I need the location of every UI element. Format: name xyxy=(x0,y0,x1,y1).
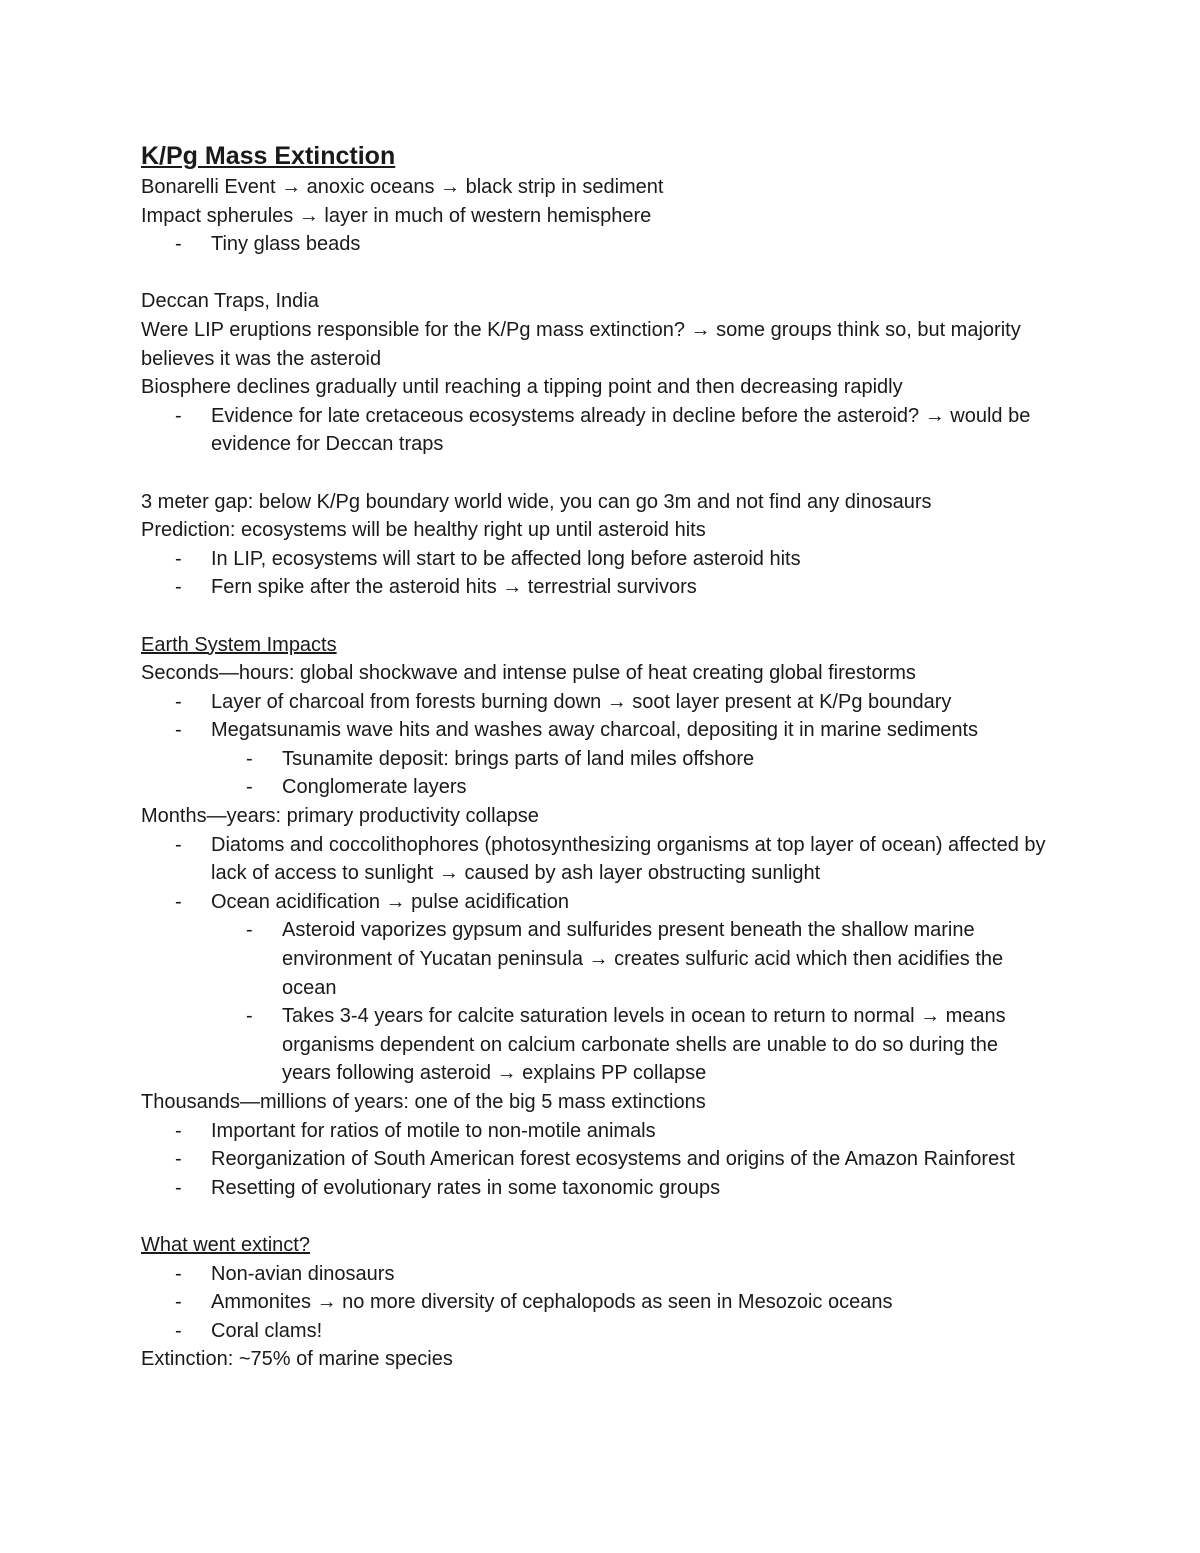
bullet-dash: - xyxy=(175,890,182,913)
list-item-text: Tsunamite deposit: brings parts of land miles offshore xyxy=(282,747,755,770)
bullet-dash: - xyxy=(175,833,182,856)
list-item-text: Ammonites → no more diversity of cephalopods as seen in Mesozoic oceans xyxy=(211,1291,893,1314)
bullet-dash: - xyxy=(175,404,182,427)
list-item-text: Non-avian dinosaurs xyxy=(211,1262,395,1285)
section-heading: Earth System Impacts xyxy=(141,633,337,656)
list-item xyxy=(141,1317,1051,1346)
text-line: Prediction: ecosystems will be healthy right up until asteroid hits xyxy=(141,519,706,542)
bullet-dash: - xyxy=(246,919,253,942)
list-item-text: Tiny glass beads xyxy=(211,233,361,256)
list-item xyxy=(141,1117,1051,1146)
blank-line xyxy=(141,459,1051,488)
list-item xyxy=(141,402,1051,459)
list-item xyxy=(141,831,1051,888)
list-item-text: In LIP, ecosystems will start to be affected long before asteroid hits xyxy=(211,547,801,570)
list-item-text: Reorganization of South American forest ecosystems and origins of the Amazon Rainforest xyxy=(211,1148,1015,1171)
text-line: Biosphere declines gradually until reaching a tipping point and then decreasing rapidly xyxy=(141,376,903,399)
bullet-dash: - xyxy=(175,690,182,713)
list-item-text: Fern spike after the asteroid hits → terrestrial survivors xyxy=(211,576,697,599)
list-item-text: Takes 3-4 years for calcite saturation levels in ocean to return to normal → means organisms dependent on calcium carbonate shells are unable to do so during the years following asteroid → explains PP collapse xyxy=(282,1005,1006,1085)
bullet-dash: - xyxy=(246,776,253,799)
text-line: Extinction: ~75% of marine species xyxy=(141,1348,453,1371)
list-item-text: Layer of charcoal from forests burning down → soot layer present at K/Pg boundary xyxy=(211,690,952,713)
list-item xyxy=(141,888,1051,917)
list-item-text: Important for ratios of motile to non-motile animals xyxy=(211,1119,656,1142)
bullet-dash: - xyxy=(175,576,182,599)
list-item-text: Evidence for late cretaceous ecosystems already in decline before the asteroid? → would be evidence for Deccan traps xyxy=(211,404,1031,456)
bullet-dash: - xyxy=(175,547,182,570)
list-item xyxy=(141,1174,1051,1203)
list-item-text: Asteroid vaporizes gypsum and sulfurides present beneath the shallow marine environment of Yucatan peninsula → creates sulfuric acid which then acidifies the ocean xyxy=(282,919,1004,999)
list-item-text: Coral clams! xyxy=(211,1319,323,1342)
list-item xyxy=(141,545,1051,574)
bullet-dash: - xyxy=(175,1319,182,1342)
list-item xyxy=(141,716,1051,745)
text-line: Months—years: primary productivity collapse xyxy=(141,805,539,828)
bullet-dash: - xyxy=(175,1176,182,1199)
bullet-dash: - xyxy=(175,1119,182,1142)
document-body xyxy=(141,139,1051,1374)
sub-list-item xyxy=(141,916,1051,1002)
list-item xyxy=(141,1288,1051,1317)
blank-line xyxy=(141,259,1051,288)
list-item xyxy=(141,573,1051,602)
list-item xyxy=(141,230,1051,259)
section-heading: What went extinct? xyxy=(141,1233,310,1256)
list-item-text: Megatsunamis wave hits and washes away charcoal, depositing it in marine sediments xyxy=(211,719,979,742)
sub-list-item xyxy=(141,745,1051,774)
text-line: Were LIP eruptions responsible for the K/Pg mass extinction? → some groups think so, but majority believes it was the asteroid xyxy=(141,318,1021,370)
list-item xyxy=(141,1145,1051,1174)
text-line: Impact spherules → layer in much of western hemisphere xyxy=(141,204,652,227)
text-line: Seconds—hours: global shockwave and intense pulse of heat creating global firestorms xyxy=(141,662,916,685)
bullet-dash: - xyxy=(175,1148,182,1171)
list-item-text: Ocean acidification → pulse acidification xyxy=(211,890,569,913)
blank-line xyxy=(141,602,1051,631)
bullet-dash: - xyxy=(246,1005,253,1028)
list-item-text: Resetting of evolutionary rates in some taxonomic groups xyxy=(211,1176,721,1199)
list-item-text: Diatoms and coccolithophores (photosynthesizing organisms at top layer of ocean) affected by lack of access to sunlight → caused by ash layer obstructing sunlight xyxy=(211,833,1046,885)
text-line: Deccan Traps, India xyxy=(141,290,319,313)
sub-list-item xyxy=(141,773,1051,802)
bullet-dash: - xyxy=(175,1262,182,1285)
bullet-dash: - xyxy=(175,233,182,256)
page-title: K/Pg Mass Extinction xyxy=(141,142,396,170)
text-line: 3 meter gap: below K/Pg boundary world wide, you can go 3m and not find any dinosaurs xyxy=(141,490,932,513)
bullet-dash: - xyxy=(175,719,182,742)
text-line: Thousands—millions of years: one of the big 5 mass extinctions xyxy=(141,1091,706,1113)
bullet-dash: - xyxy=(246,747,253,770)
blank-line xyxy=(141,1202,1051,1231)
list-item xyxy=(141,688,1051,717)
sub-list-item xyxy=(141,1002,1051,1088)
list-item xyxy=(141,1260,1051,1289)
bullet-dash: - xyxy=(175,1291,182,1314)
list-item-text: Conglomerate layers xyxy=(282,776,467,799)
text-line: Bonarelli Event → anoxic oceans → black strip in sediment xyxy=(141,176,664,198)
